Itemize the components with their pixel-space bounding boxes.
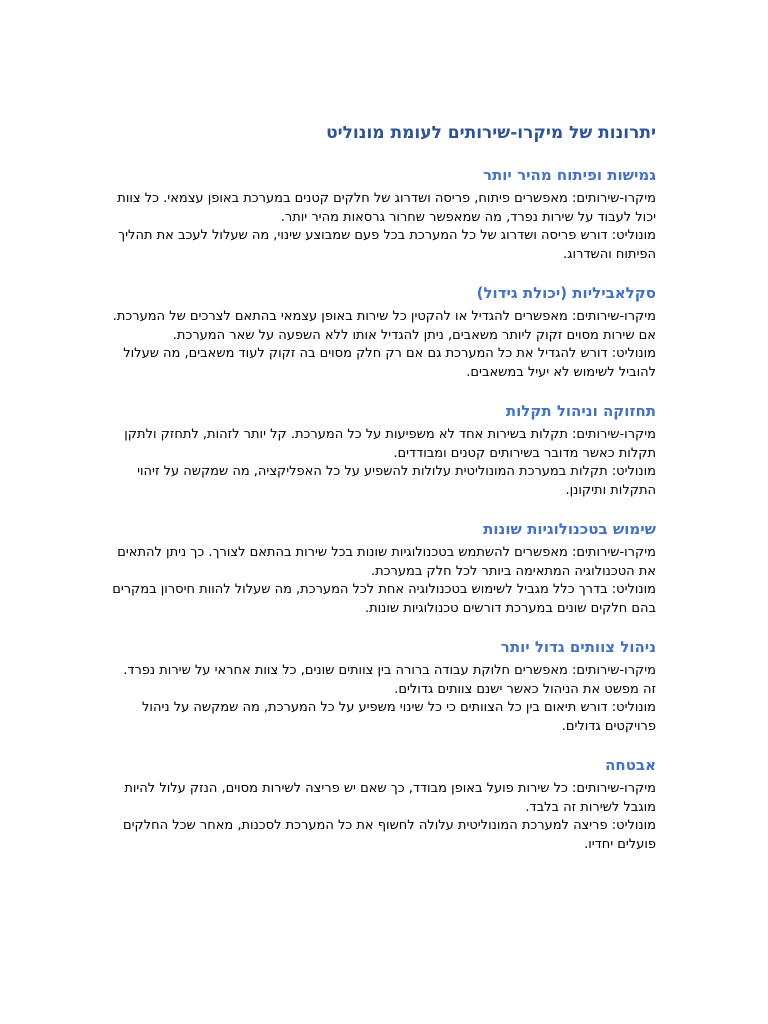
microservices-paragraph: מיקרו-שירותים: מאפשרים להשתמש בטכנולוגיות שונות בכל שירות בהתאם לצורך. כך ניתן להתאים את הטכנולוגיה המתאימה ביותר לכל חלק במערכת.	[117, 545, 656, 579]
microservices-paragraph: מיקרו-שירותים: מאפשרים להגדיל או להקטין כל שירות באופן עצמאי בהתאם לצרכים של המערכת. אם שירות מסוים זקוק ליותר משאבים, ניתן להגדיל אותו ללא השפעה על שאר המערכת.	[112, 309, 656, 343]
section-scalability	[112, 280, 656, 382]
section-technologies	[112, 516, 656, 618]
monolith-paragraph: מונוליט: תקלות במערכת המונוליטית עלולות להשפיע על כל האפליקציה, מה שמקשה על זיהוי התקלות ותיקונן.	[137, 464, 656, 498]
microservices-paragraph: מיקרו-שירותים: כל שירות פועל באופן מבודד, כך שאם יש פריצה לשירות מסוים, הנזק עלול להיות מוגבל לשירות זה בלבד.	[124, 781, 656, 815]
monolith-paragraph: מונוליט: פריצה למערכת המונוליטית עלולה לחשוף את כל המערכת לסכנות, מאחר שכל החלקים פועלים יחדיו.	[123, 818, 656, 852]
section-flexibility	[112, 162, 656, 264]
microservices-paragraph: מיקרו-שירותים: מאפשרים חלוקת עבודה ברורה בין צוותים שונים, כל צוות אחראי על שירות נפרד. זה מפשט את הניהול כאשר ישנם צוותים גדולים.	[123, 663, 656, 697]
section-heading: ניהול צוותים גדול יותר	[500, 638, 656, 656]
microservices-paragraph: מיקרו-שירותים: מאפשרים פיתוח, פריסה ושדרוג של חלקים קטנים במערכת באופן עצמאי. כל צוות יכול לעבוד על שירות נפרד, מה שמאפשר שחרור גרסאות מהיר יותר.	[117, 191, 656, 225]
section-heading: תחזוקה וניהול תקלות	[505, 402, 656, 420]
monolith-paragraph: מונוליט: דורש להגדיל את כל המערכת גם אם רק חלק מסוים בה זקוק לעוד משאבים, מה שעלול להוביל לשימוש לא יעיל במשאבים.	[123, 346, 656, 380]
monolith-paragraph: מונוליט: דורש פריסה ושדרוג של כל המערכת בכל פעם שמבוצע שינוי, מה שעלול לעכב את תהליך הפיתוח והשדרוג.	[118, 228, 656, 262]
document-title: יתרונות של מיקרו-שירותים לעומת מונוליט	[326, 123, 656, 143]
monolith-paragraph: מונוליט: דורש תיאום בין כל הצוותים כי כל שינוי משפיע על כל המערכת, מה שמקשה על ניהול פרויקטים גדולים.	[142, 700, 656, 734]
section-team-management	[112, 634, 656, 736]
section-heading: אבטחה	[605, 756, 656, 774]
monolith-paragraph: מונוליט: בדרך כלל מגביל לשימוש בטכנולוגיה אחת לכל המערכת, מה שעלול להוות חיסרון במקרים בהם חלקים שונים במערכת דורשים טכנולוגיות שונות.	[112, 582, 656, 616]
section-heading: שימוש בטכנולוגיות שונות	[483, 520, 656, 538]
document-page	[112, 118, 656, 870]
section-maintenance	[112, 398, 656, 500]
section-security	[112, 752, 656, 854]
section-heading: גמישות ופיתוח מהיר יותר	[483, 166, 656, 184]
microservices-paragraph: מיקרו-שירותים: תקלות בשירות אחד לא משפיעות על כל המערכת. קל יותר לזהות, לתחזק ולתקן תקלות כאשר מדובר בשירותים קטנים ומבודדים.	[124, 427, 656, 461]
section-heading: סקלאביליות (יכולת גידול)	[476, 284, 656, 302]
